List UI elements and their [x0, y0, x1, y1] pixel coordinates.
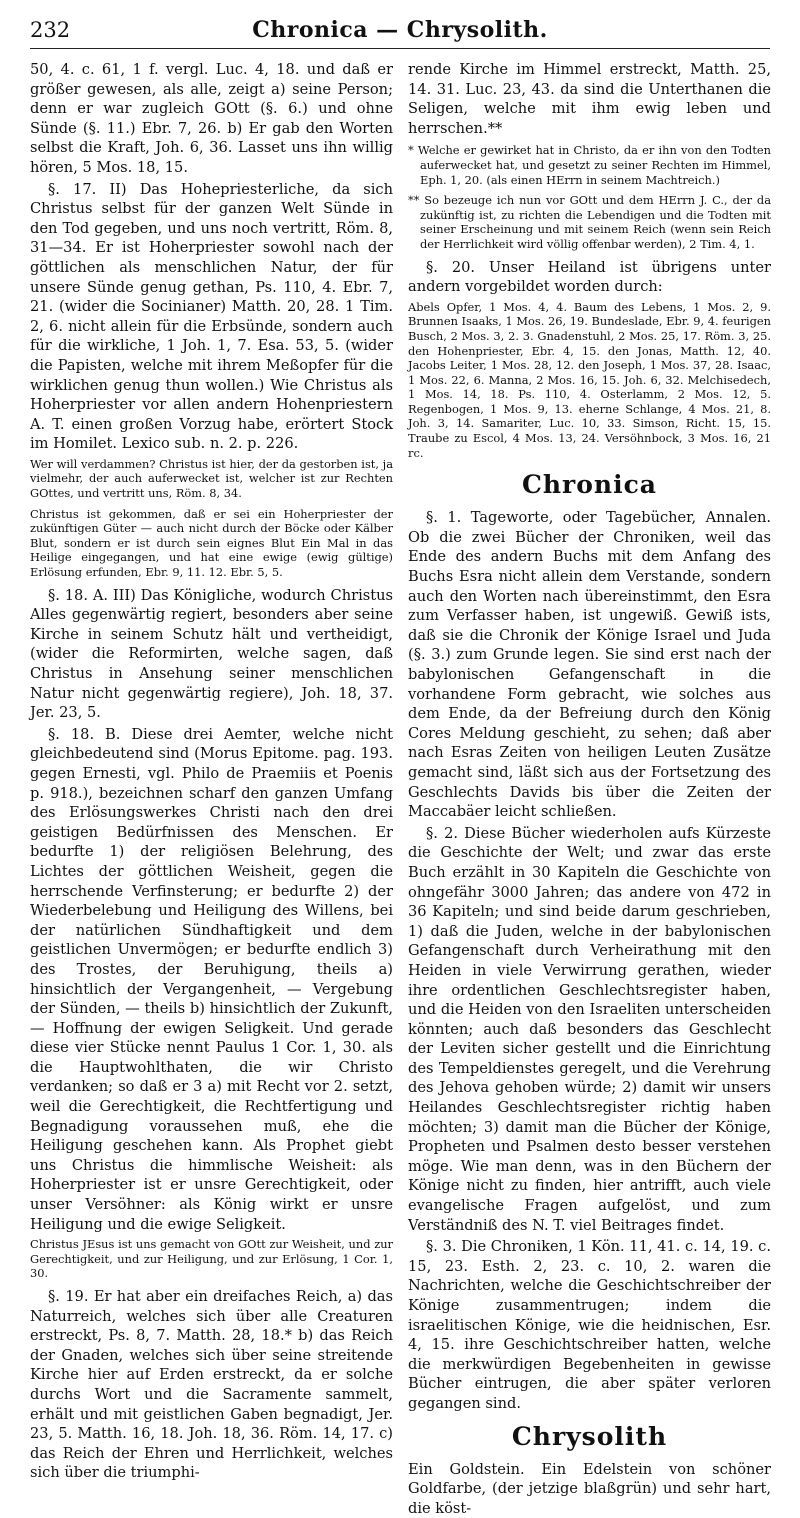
- paragraph-20: §. 20. Unser Heiland ist übrigens unter andern vorgebildet worden durch:: [408, 258, 771, 296]
- paragraph-19: §. 19. Er hat aber ein dreifaches Reich, a) das Naturreich, welches sich über alle Creaturen erstreckt, Ps. 8, 7. Matth. 28, 18.* b) das Reich der Gnaden, welches sich über seine streitende Kirche hier auf Erden erstreckt, da er solche durchs Wort und die Sacramente sammelt, erhält und mit geistlichen Gaben begnadigt, Jer. 23, 5. Matth. 16, 18. Joh. 18, 36. Röm. 14, 17. c) das Reich der Ehren und Herrlichkeit, welches sich über die triumphi-: [30, 1288, 393, 1482]
- paragraph-17: §. 17. II) Das Hohepriesterliche, da sich Christus selbst für der ganzen Welt Sünde in den Tod gegeben, und uns noch vertritt, Röm. 8, 31—34. Er ist Hoherpriester sowohl nach der göttlichen als menschlichen Natur, der für unsere Sünde genug gethan, Ps. 110, 4. Ebr. 7, 21. (wider die Socinianer) Matth. 20, 28. 1 Tim. 2, 6. nicht allein für die Erbsünde, sondern auch für die wirkliche, 1 Joh. 1, 7. Esa. 53, 5. (wider die Papisten, welche mit ihrem Meßopfer für die wirklichen genug thun wollen.) Wie Christus als Hoherpriester vor allen andern Hohenpriestern A. T. einen großen Vorzug habe, erörtert Stock im Homilet. Lexico sub. n. 2. p. 226.: [30, 180, 393, 453]
- scripture-note: Wer will verdammen? Christus ist hier, der da gestorben ist, ja vielmehr, der auch auferwecket ist, welcher ist zur Rechten GOttes, und vertritt uns, Röm. 8, 34.: [30, 456, 393, 501]
- right-column: [408, 60, 771, 1517]
- paragraph-chrysolith: Ein Goldstein. Ein Edelstein von schöner Goldfarbe, (der jetzige blaßgrün) und sehr hart, die köst-: [408, 1460, 771, 1517]
- footnote: * Welche er gewirket hat in Christo, da er ihn von den Todten auferwecket hat, und gesetzt zu seiner Rechten im Himmel, Eph. 1, 20. (als einen HErrn in seinem Machtreich.): [408, 143, 771, 187]
- paragraph-chronica-3: §. 3. Die Chroniken, 1 Kön. 11, 41. c. 14, 19. c. 15, 23. Esth. 2, 23. c. 10, 2. waren die Nachrichten, welche die Geschichtschreiber der Könige zusammentrugen; indem die israelitischen Könige, wie die heidnischen, Esr. 4, 15. ihre Geschichtschreiber hatten, welche die merkwürdigen Begebenheiten in gewisse Bücher eintrugen, die aber später verloren gegangen sind.: [408, 1238, 771, 1412]
- paragraph-chronica-1: §. 1. Tageworte, oder Tagebücher, Annalen. Ob die zwei Bücher der Chroniken, weil das Ende des andern Buchs mit dem Anfang des Buchs Esra nicht allein dem Verstande, sondern auch den Worten nach übereinstimmt, den Esra zum Verfasser haben, ist ungewiß. Gewiß ists, daß sie die Chronik der Könige Israel und Juda (§. 3.) zum Grunde legen. Sie sind erst nach der babylonischen Gefangenschaft in die vorhandene Form gebracht, wie solches aus dem Ende, da der Befreiung durch den König Cores Meldung geschieht, zu sehen; daß aber nach Esras Zeiten von heiligen Leuten Zusätze gemacht sind, läßt sich aus der Fortsetzung des Geschlechts Davids bis über die Zeiten der Maccabäer leicht schließen.: [408, 509, 771, 821]
- prefiguration-list: Abels Opfer, 1 Mos. 4, 4. Baum des Lebens, 1 Mos. 2, 9. Brunnen Isaaks, 1 Mos. 26, 19. Bundeslade, Ebr. 9, 4. feurigen Busch, 2 Mos. 3, 2. 3. Gnadenstuhl, 2 Mos. 25, 17. Röm. 3, 25. den Hohenpriester, Ebr. 4, 15. den Jonas, Matth. 12, 40. Jacobs Leiter, 1 Mos. 28, 12. den Joseph, 1 Mos. 37, 28. Isaac, 1 Mos. 22, 6. Manna, 2 Mos. 16, 15. Joh. 6, 32. Melchisedech, 1 Mos. 14, 18. Ps. 110, 4. Osterlamm, 2 Mos. 12, 5. Regenbogen, 1 Mos. 9, 13. eherne Schlange, 4 Mos. 21, 8. Joh. 3, 14. Samariter, Luc. 10, 33. Simson, Richt. 15, 15. Traube zu Escol, 4 Mos. 13, 24. Versöhnbock, 3 Mos. 16, 21 rc.: [408, 299, 771, 460]
- paragraph-chronica-2: §. 2. Diese Bücher wiederholen aufs Kürzeste die Geschichte der Welt; und zwar das erste Buch erzählt in 30 Kapiteln die Geschichte von ohngefähr 3000 Jahren; das andere von 472 in 36 Kapiteln; und sind beide darum geschrieben, 1) daß die Juden, welche in der babylonischen Gefangenschaft durch Verheirathung mit den Heiden in viele Verwirrung gerathen, wieder ihre ordentlichen Geschlechtsregister haben, und die Heiden von den Israeliten unterscheiden könnten; auch daß besonders das Geschlecht der Leviten sicher gestellt und die Einrichtung des Tempeldienstes geregelt, und die Verehrung des Jehova gehoben würde; 2) damit wir unsers Heilandes Geschlechtsregister richtig haben möchten; 3) damit man die Bücher der Könige, Propheten und Psalmen desto besser verstehen möge. Wie man denn, was in den Büchern der Könige nicht zu finden, hier antrifft, auch viele evangelische Fragen aufgelöst, und zum Verständniß des N. T. viel Beitrages findet.: [408, 824, 771, 1234]
- paragraph-18a: §. 18. A. III) Das Königliche, wodurch Christus Alles gegenwärtig regiert, besonders aber seine Kirche in seinem Schutz hält und vertheidigt, (wider die Reformirten, welche sagen, daß Christus in Ansehung seiner menschlichen Natur nicht gegenwärtig regiere), Joh. 18, 37. Jer. 23, 5.: [30, 586, 393, 722]
- page-header: [30, 14, 770, 49]
- footnote: ** So bezeuge ich nun vor GOtt und dem HErrn J. C., der da zukünftig ist, zu richten die Lebendigen und die Todten mit seiner Erscheinung und mit seinem Reich (wenn sein Reich der Herrlichkeit wird völlig offenbar werden), 2 Tim. 4, 1.: [408, 193, 771, 251]
- entry-heading-chrysolith: Chrysolith: [511, 1421, 668, 1451]
- running-head: Chronica — Chrysolith.: [252, 17, 548, 43]
- paragraph-18b: §. 18. B. Diese drei Aemter, welche nicht gleichbedeutend sind (Morus Epitome. pag. 193. gegen Ernesti, vgl. Philo de Praemiis et Poenis p. 918.), bezeichnen scharf den ganzen Umfang des Erlösungswerkes Christi nach den drei geistigen Bedürfnissen des Menschen. Er bedurfte 1) der religiösen Belehrung, des Lichtes der göttlichen Weisheit, gegen die herrschende Verfinsterung; er bedurfte 2) der Wiederbelebung und Heiligung des Willens, bei der natürlichen Sündhaftigkeit und dem geistlichen Unvermögen; er bedurfte endlich 3) des Trostes, der Beruhigung, theils a) hinsichtlich der Vergangenheit, — Vergebung der Sünden, — theils b) hinsichtlich der Zukunft, — Hoffnung der ewigen Seligkeit. Und gerade diese vier Stücke nennt Paulus 1 Cor. 1, 30. als die Hauptwohlthaten, die wir Christo verdanken; so daß er 3 a) mit Recht vor 2. setzt, weil die Gerechtigkeit, die Rechtfertigung und Begnadigung voraussehen muß, ehe die Heiligung geschehen kann. Als Prophet giebt uns Christus die himmlische Weisheit: als Hoherpriester ist er unsre Gerechtigkeit, oder unser Versöhner: als König wirkt er unsre Heiligung und die ewige Seligkeit.: [30, 725, 393, 1233]
- entry-heading-chronica: Chronica: [521, 470, 657, 500]
- scripture-note: Christus ist gekommen, daß er sei ein Hoherpriester der zukünftigen Güter — auch nicht durch der Böcke oder Kälber Blut, sondern er ist durch sein eignes Blut Ein Mal in das Heilige eingegangen, und hat eine ewige (ewig gültige) Erlösung erfunden, Ebr. 9, 11. 12. Ebr. 5, 5.: [30, 506, 393, 580]
- paragraph: 50, 4. c. 61, 1 f. vergl. Luc. 4, 18. und daß er größer gewesen, als alle, zeigt a) seine Person; denn er war zugleich GOtt (§. 6.) und ohne Sünde (§. 11.) Ebr. 7, 26. b) Er gab den Worten selbst die Kraft, Joh. 6, 36. Lasset uns ihn willig hören, 5 Mos. 18, 15.: [30, 61, 393, 176]
- page-number: 232: [30, 18, 71, 42]
- paragraph: rende Kirche im Himmel erstreckt, Matth. 25, 14. 31. Luc. 23, 43. da sind die Unterthanen die Seligen, welche mit ihm ewig leben und herrschen.**: [408, 61, 771, 137]
- left-column: [30, 60, 393, 1482]
- scripture-note: Christus JEsus ist uns gemacht von GOtt zur Weisheit, und zur Gerechtigkeit, und zur Heiligung, und zur Erlösung, 1 Cor. 1, 30.: [30, 1237, 393, 1281]
